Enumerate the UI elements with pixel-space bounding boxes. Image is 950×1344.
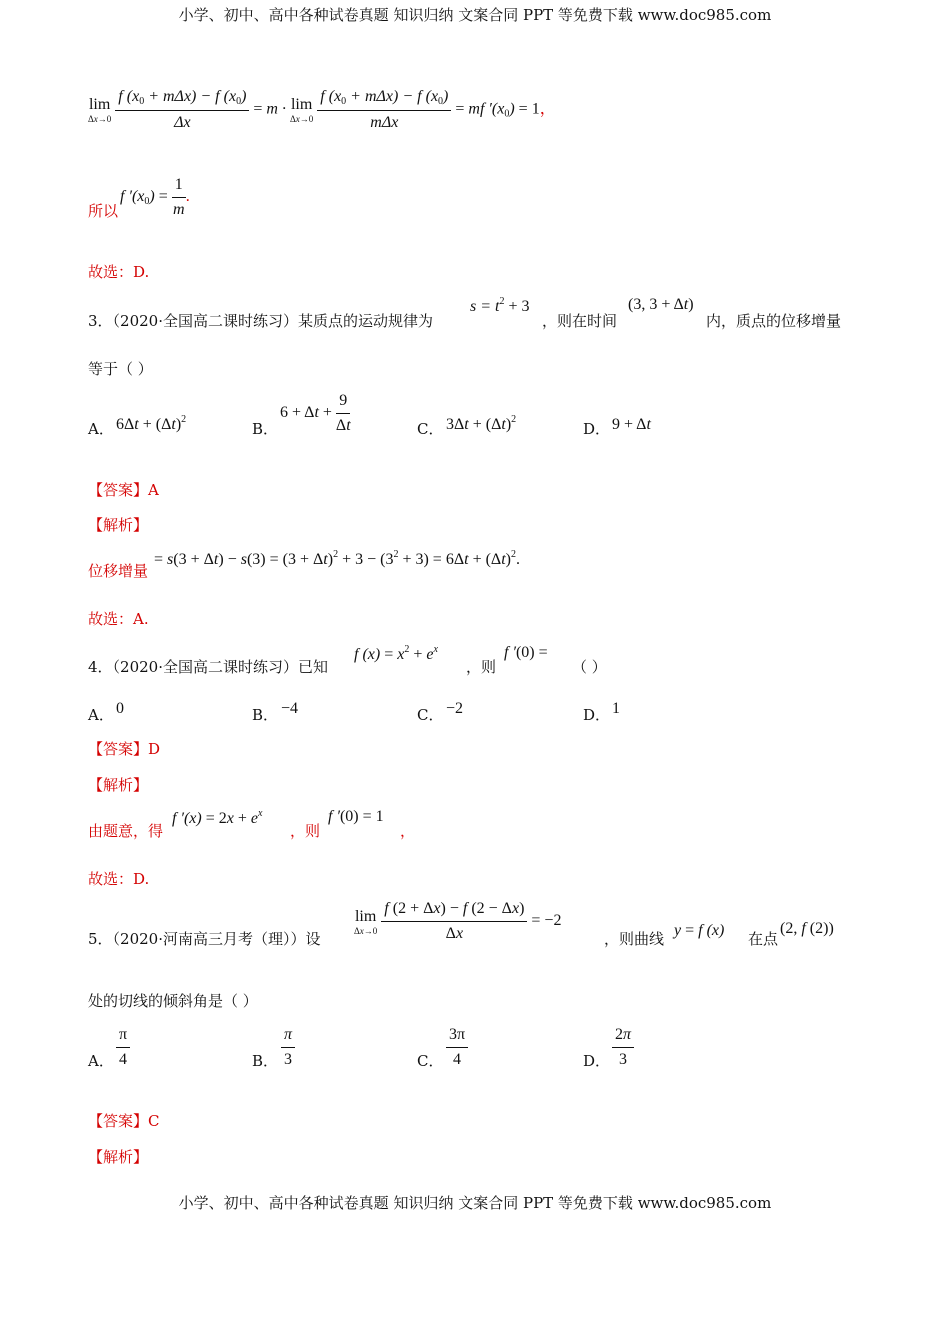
q5-curve: y = f (x) [674, 922, 725, 939]
q5-stem-a: 5．（2020·河南高三月考（理））设 [88, 930, 321, 948]
q4-analysis-heading: 【解析】 [88, 776, 149, 794]
q3-answer: 【答案】A [88, 481, 159, 499]
therefore-label: 所以 [88, 202, 119, 220]
q3-option-d-math: 9 + Δt [612, 416, 651, 433]
q3-stem-d: 等于（ ） [88, 360, 153, 378]
q3-option-b-label: B． [252, 420, 279, 438]
q3-stem-a: 3．（2020·全国高二课时练习）某质点的运动规律为 [88, 312, 433, 330]
q4-stem-a: 4．（2020·全国高二课时练习）已知 [88, 658, 328, 676]
q5-option-b-label: B． [252, 1052, 279, 1070]
q4-result: 故选：D. [88, 870, 150, 888]
q3-stem-b: ，则在时间 [542, 312, 618, 330]
q4-solution-b: ，则 [290, 822, 321, 840]
q4-option-c-value: −2 [446, 700, 464, 717]
q4-option-c-label: C． [417, 706, 444, 724]
q3-stem-c: 内，质点的位移增量 [706, 312, 842, 330]
q3-result: 故选：A. [88, 610, 149, 628]
formula-f-prime-x0: f $'(x_0)$ = $\frac{1}{m}$ . [120, 176, 190, 218]
q5-option-a-math: $\frac{\pi}{4}$ [116, 1026, 130, 1069]
q5-option-a-label: A． [88, 1052, 114, 1070]
q3-option-d-label: D． [583, 420, 611, 438]
q3-interval: (3, 3 + Δt) [628, 296, 694, 313]
q5-option-b-math: $\frac{\pi}{3}$ [281, 1026, 295, 1069]
q4-solution-a: 由题意，得 [88, 822, 164, 840]
q5-option-c-label: C． [417, 1052, 444, 1070]
q4-target: f ′(0) = [504, 644, 548, 661]
q4-solution-c: ， [400, 822, 416, 840]
page-footer: 小学、初中、高中各种试卷真题 知识归纳 文案合同 PPT 等免费下载 www.doc985.com [178, 1194, 772, 1212]
q5-limit-condition: lim Δx→0 $\frac{f (2 + \Delta x) - f (2 - \Delta x)}{\Delta x}$ = −2 [354, 900, 562, 942]
q3-option-c-math: $3\Delta t + (\Delta t)^2$ [446, 414, 517, 433]
q4-answer: 【答案】D [88, 740, 161, 758]
q5-stem-d: 处的切线的倾斜角是（ ） [88, 992, 258, 1010]
q5-option-d-label: D． [583, 1052, 611, 1070]
q5-analysis-heading: 【解析】 [88, 1148, 149, 1166]
q3-motion-law: $s = t^2 + 3$ [470, 296, 530, 315]
q4-function-def: f $(x) = x^2 + e^x$ [354, 644, 438, 663]
q5-point: (2, f (2)) [780, 920, 834, 937]
q3-option-a-math: $6\Delta t + (\Delta t)^2$ [116, 414, 187, 433]
q3-option-c-label: C． [417, 420, 444, 438]
formula-limit-derivation: lim Δx→0 $\frac{f (x_0 + m\Delta x) - f (x_0)}{\Delta x}$ = m · lim Δx→0 $\frac{f (x_0 + m\Delta x) - f (x_0)}{\text{mΔx}}$ = mf $'(x_0) = 1$， [88, 88, 556, 131]
q4-stem-c: （ ） [572, 658, 607, 676]
page-header: 小学、初中、高中各种试卷真题 知识归纳 文案合同 PPT 等免费下载 www.doc985.com [178, 6, 772, 24]
q3-option-b-math: 6 + Δt + $\frac{9}{\Delta t}$ [280, 392, 351, 434]
q5-option-c-math: $\frac{3\pi}{4}$ [446, 1026, 468, 1069]
q4-option-b-label: B． [252, 706, 279, 724]
q3-solution-math: = $s(3 + \Delta t) - s(3) = (3 + \Delta t)^2 + 3 - (3^2 + 3) = 6\Delta t + (\Delta t)^2$. [154, 549, 520, 568]
q3-solution-label: 位移增量 [88, 562, 149, 580]
q4-option-b-value: −4 [281, 700, 299, 717]
q4-option-a-label: A． [88, 706, 114, 724]
prev-result: 故选：D. [88, 263, 150, 281]
q4-option-d-value: 1 [612, 700, 620, 717]
q5-answer: 【答案】C [88, 1112, 160, 1130]
q5-option-d-math: $\frac{2\pi}{3}$ [612, 1026, 634, 1069]
q3-analysis-heading: 【解析】 [88, 516, 149, 534]
q4-derivative-at-0: f ′(0) = 1 [328, 808, 384, 825]
q4-stem-b: ，则 [466, 658, 497, 676]
q4-option-d-label: D． [583, 706, 611, 724]
q4-option-a-value: 0 [116, 700, 124, 717]
q4-derivative: f $'(x) = 2x + e^x$ [172, 808, 263, 827]
q3-option-a-label: A． [88, 420, 114, 438]
q5-stem-b: ，则曲线 [604, 930, 665, 948]
q5-stem-c: 在点 [748, 930, 779, 948]
